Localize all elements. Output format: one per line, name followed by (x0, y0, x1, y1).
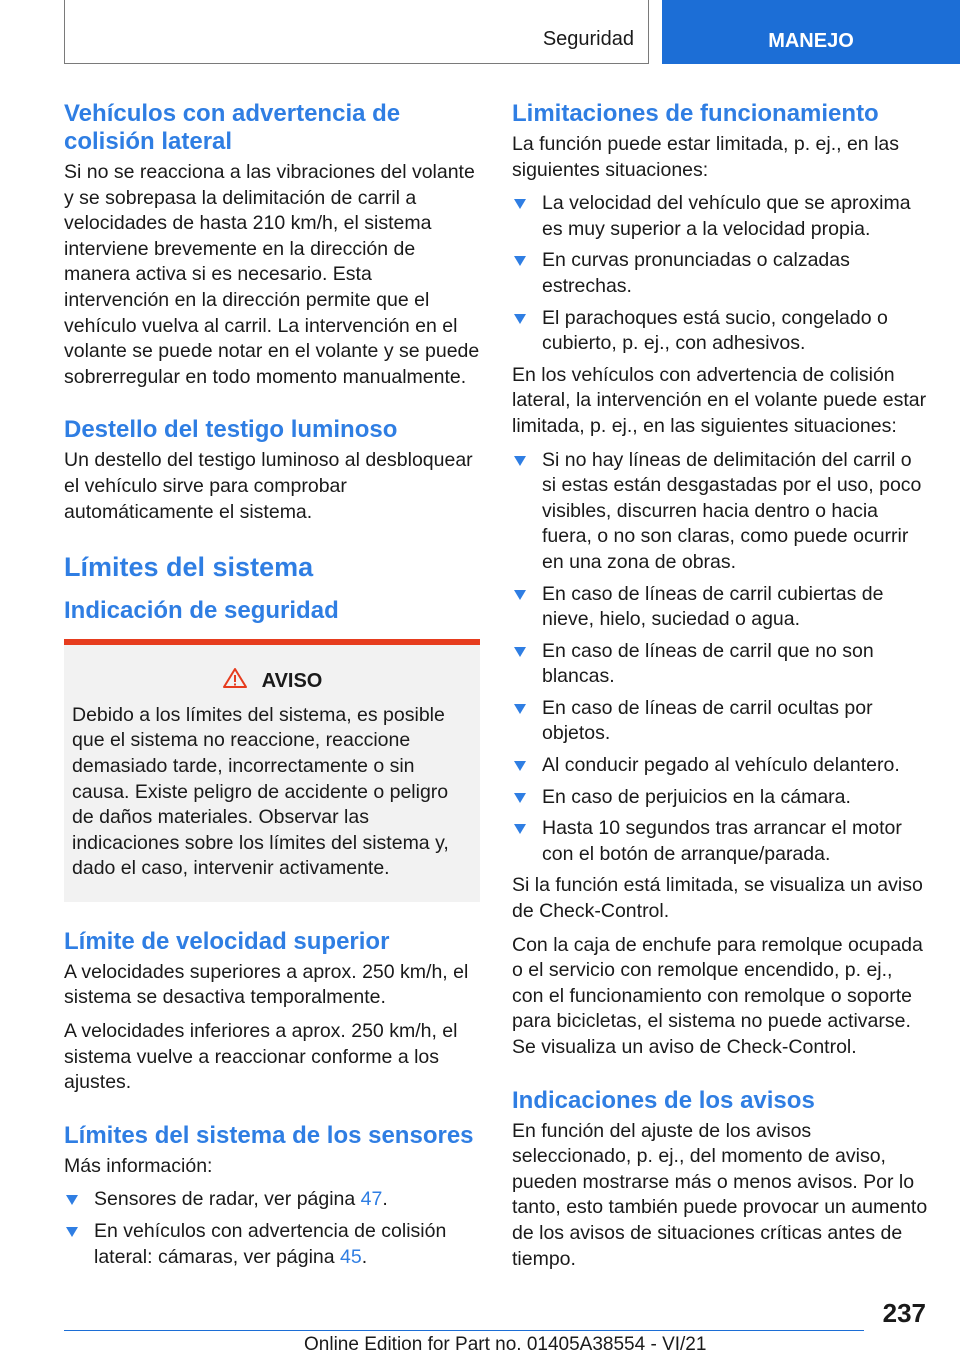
list-item: En vehículos con advertencia de colisión lateral: cámaras, ver página 45. (64, 1219, 480, 1270)
heading-limitaciones: Limitaciones de funcionamiento (512, 100, 879, 127)
triangle-bullet-icon (514, 256, 526, 266)
triangle-bullet-icon (514, 824, 526, 834)
paragraph-lateral-limits: En los vehículos con advertencia de colisión lateral, la intervención en el volante puede estar limitada, p. ej., en las siguientes situaciones: (512, 363, 927, 437)
edition-footer: Online Edition for Part no. 01405A38554 - VI/21 (304, 1334, 707, 1355)
list-item: En caso de líneas de carril ocultas por objetos. (512, 696, 928, 747)
triangle-bullet-icon (514, 199, 526, 209)
footer-divider (64, 1330, 864, 1331)
paragraph-destello: Un destello del testigo luminoso al desbloquear el vehículo sirve para comprobar automáticamente el sistema. (64, 449, 473, 523)
page-link[interactable]: 47 (360, 1188, 383, 1211)
paragraph-remolque: Con la caja de enchufe para remolque ocupada o el servicio con remolque encendido, p. ej., con el funcionamiento con remolque o soporte para bicicletas, el sistema no puede activarse. Se visualiza un aviso de Check-Control. (512, 933, 923, 1058)
paragraph-intro: La función puede estar limitada, p. ej., en las siguientes situaciones: (512, 133, 899, 181)
triangle-bullet-icon (514, 704, 526, 714)
warning-triangle-icon (222, 667, 248, 697)
heading-lateral: Vehículos con advertencia de colisión lateral (64, 100, 401, 155)
page-number: 237 (882, 1298, 926, 1328)
heading-indicacion: Indicación de seguridad (64, 597, 339, 625)
section-title: Seguridad (542, 28, 634, 50)
warning-text: Debido a los límites del sistema, es posible que el sistema no reaccione, reaccione demasiado tarde, incorrectamente o sin causa. Existe peligro de accidente o peligro de daños materiales. Observar las indicaciones sobre los límites del sistema y, dado el caso, intervenir activamente. (72, 703, 449, 880)
list-item: El parachoques está sucio, congelado o cubierto, p. ej., con adhesivos. (512, 306, 928, 357)
triangle-bullet-icon (514, 761, 526, 771)
triangle-bullet-icon (514, 590, 526, 600)
heading-velocidad: Límite de velocidad superior (64, 927, 390, 955)
triangle-bullet-icon (514, 314, 526, 324)
paragraph-velocidad-1: A velocidades superiores a aprox. 250 km/h, el sistema se desactiva temporalmente. (64, 960, 469, 1009)
list-item: Si no hay líneas de delimitación del carril o si estas están desgastadas por el uso, poco visibles, discurren hacia dentro o hacia fuera, o no son claras, como puede ocurrir en una zona de obras. (512, 448, 928, 576)
warning-header (72, 667, 472, 697)
limitaciones-list (512, 191, 928, 357)
list-item: En curvas pronunciadas o calzadas estrechas. (512, 248, 928, 299)
heading-sensores: Límites del sistema de los sensores (64, 1121, 474, 1149)
triangle-bullet-icon (514, 456, 526, 466)
triangle-bullet-icon (66, 1227, 78, 1237)
triangle-bullet-icon (66, 1195, 78, 1205)
paragraph-velocidad-2: A velocidades inferiores a aprox. 250 km/h, el sistema vuelve a reaccionar conforme a los ajustes. (64, 1020, 458, 1094)
paragraph-avisos: En función del ajuste de los avisos seleccionado, p. ej., del momento de aviso, pueden mostrarse más o menos avisos. Por lo tanto, esto también puede provocar un aumento de los avisos de situaciones críticas antes de tiempo. (512, 1119, 928, 1270)
list-item: En caso de perjuicios en la cámara. (512, 785, 928, 811)
warning-title: AVISO (261, 670, 323, 693)
paragraph-sensores: Más información: (64, 1154, 213, 1177)
triangle-bullet-icon (514, 647, 526, 657)
sensores-list (64, 1187, 480, 1270)
list-item: Al conducir pegado al vehículo delantero. (512, 753, 928, 779)
list-item: Hasta 10 segundos tras arrancar el motor con el botón de arranque/parada. (512, 816, 928, 867)
chapter-tab: MANEJO (662, 0, 960, 64)
heading-limites: Límites del sistema (64, 552, 314, 583)
list-item: En caso de líneas de carril cubiertas de nieve, hielo, suciedad o agua. (512, 582, 928, 633)
triangle-bullet-icon (514, 793, 526, 803)
left-column (64, 100, 480, 1276)
list-item: Sensores de radar, ver página 47. (64, 1187, 480, 1213)
warning-box (64, 639, 480, 902)
paragraph-lateral: Si no se reacciona a las vibraciones del volante y se sobrepasa la delimitación de carril a velocidades de hasta 210 km/h, el sistema interviene brevemente en la dirección de manera activa si es necesario. Esta intervención en la dirección permite que el vehículo vuelva al carril. La intervención en el volante se puede notar en el volante y se puede sobrerregular en todo momento manualmente. (64, 161, 480, 388)
list-item: En caso de líneas de carril que no son blancas. (512, 639, 928, 690)
right-column (512, 100, 928, 1280)
lateral-limits-list (512, 448, 928, 868)
heading-destello: Destello del testigo luminoso (64, 416, 398, 444)
heading-avisos: Indicaciones de los avisos (512, 1086, 815, 1114)
paragraph-aviso: Si la función está limitada, se visualiza un aviso de Check-Control. (512, 874, 923, 923)
page-link[interactable]: 45 (340, 1245, 362, 1268)
list-item: La velocidad del vehículo que se aproxima es muy superior a la velocidad propia. (512, 191, 928, 242)
